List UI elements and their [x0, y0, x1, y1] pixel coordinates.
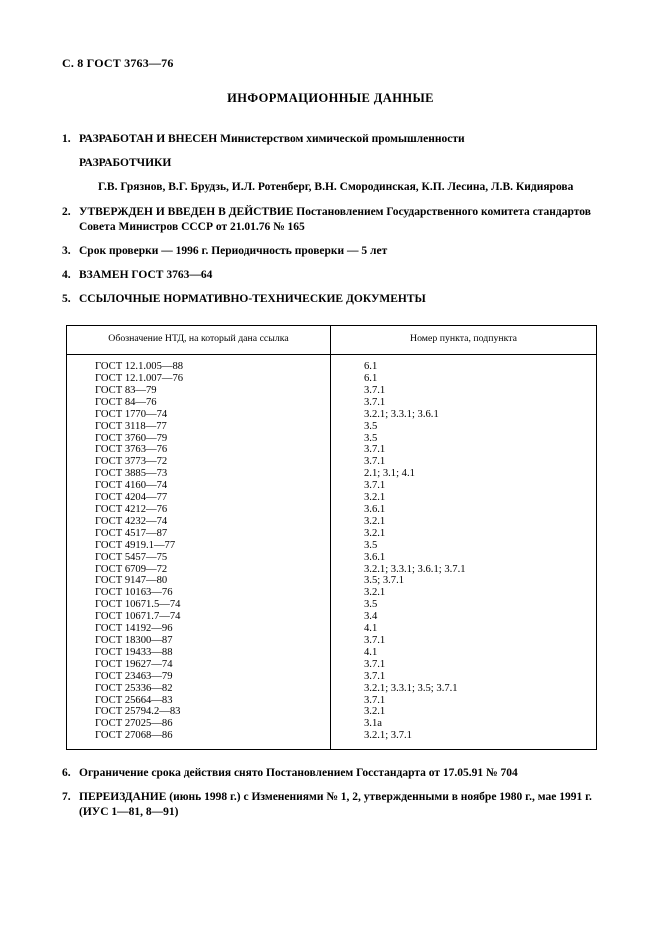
ntd-designation-cell: ГОСТ 12.1.005—88 — [67, 355, 331, 373]
item-text: ВЗАМЕН ГОСТ 3763—64 — [79, 269, 213, 282]
ntd-designation-cell: ГОСТ 10671.7—74 — [67, 611, 331, 623]
ntd-designation-cell: ГОСТ 3773—72 — [67, 456, 331, 468]
punkt-number-cell: 3.1а — [331, 718, 597, 730]
ntd-designation-cell: ГОСТ 12.1.007—76 — [67, 373, 331, 385]
ntd-designation-cell: ГОСТ 84—76 — [67, 397, 331, 409]
table-row — [67, 552, 597, 564]
ntd-designation-cell: ГОСТ 3118—77 — [67, 421, 331, 433]
punkt-number-cell: 3.7.1 — [331, 480, 597, 492]
item-text: Ограничение срока действия снято Постановлением Госстандарта от 17.05.91 № 704 — [79, 767, 518, 780]
table-row — [67, 528, 597, 540]
punkt-number-cell: 3.5 — [331, 599, 597, 611]
table-row — [67, 468, 597, 480]
punkt-number-cell: 3.7.1 — [331, 659, 597, 671]
table-row — [67, 480, 597, 492]
ntd-designation-cell: ГОСТ 83—79 — [67, 385, 331, 397]
punkt-number-cell: 3.7.1 — [331, 385, 597, 397]
punkt-number-cell: 3.7.1 — [331, 635, 597, 647]
punkt-number-cell: 3.6.1 — [331, 552, 597, 564]
ntd-designation-cell: ГОСТ 10671.5—74 — [67, 599, 331, 611]
item-text: ССЫЛОЧНЫЕ НОРМАТИВНО-ТЕХНИЧЕСКИЕ ДОКУМЕНТЫ — [79, 293, 426, 306]
table-row — [67, 647, 597, 659]
table-row — [67, 718, 597, 730]
item-text: Срок проверки — 1996 г. Периодичность проверки — 5 лет — [79, 244, 388, 257]
table-row — [67, 373, 597, 385]
punkt-number-cell: 3.7.1 — [331, 695, 597, 707]
page-running-head: С. 8 ГОСТ 3763—76 — [62, 56, 174, 70]
ntd-designation-cell: ГОСТ 4919.1—77 — [67, 540, 331, 552]
punkt-number-cell: 3.4 — [331, 611, 597, 623]
ntd-designation-cell: ГОСТ 18300—87 — [67, 635, 331, 647]
ntd-designation-cell: ГОСТ 10163—76 — [67, 587, 331, 599]
table-header-row — [67, 326, 597, 355]
ntd-designation-cell: ГОСТ 14192—96 — [67, 623, 331, 635]
punkt-number-cell: 4.1 — [331, 623, 597, 635]
punkt-number-cell: 3.5 — [331, 433, 597, 445]
table-row — [67, 564, 597, 576]
table-row — [67, 695, 597, 707]
table-row — [67, 385, 597, 397]
ntd-designation-cell: ГОСТ 5457—75 — [67, 552, 331, 564]
list-item-2 — [62, 205, 599, 235]
ntd-designation-cell: ГОСТ 1770—74 — [67, 409, 331, 421]
punkt-number-cell: 3.7.1 — [331, 671, 597, 683]
punkt-number-cell: 3.5 — [331, 540, 597, 552]
punkt-number-cell: 3.5 — [331, 421, 597, 433]
table-row — [67, 671, 597, 683]
item-number: 2. — [62, 205, 71, 218]
punkt-number-cell: 2.1; 3.1; 4.1 — [331, 468, 597, 480]
table-row — [67, 706, 597, 718]
ntd-designation-cell: ГОСТ 3763—76 — [67, 444, 331, 456]
item-number: 5. — [62, 293, 71, 306]
ntd-designation-cell: ГОСТ 4517—87 — [67, 528, 331, 540]
ntd-designation-cell: ГОСТ 4160—74 — [67, 480, 331, 492]
table-header-ntd-designation: Обозначение НТД, на который дана ссылка — [67, 326, 331, 355]
punkt-number-cell: 3.5; 3.7.1 — [331, 575, 597, 587]
ntd-designation-cell: ГОСТ 25336—82 — [67, 683, 331, 695]
table-row — [67, 611, 597, 623]
item-text: РАЗРАБОТАН И ВНЕСЕН Министерством химической промышленности — [79, 133, 465, 145]
table-row — [67, 540, 597, 552]
item-number: 6. — [62, 767, 71, 780]
punkt-number-cell: 3.7.1 — [331, 397, 597, 409]
punkt-number-cell: 3.2.1 — [331, 528, 597, 540]
ntd-designation-cell: ГОСТ 4232—74 — [67, 516, 331, 528]
table-row — [67, 504, 597, 516]
punkt-number-cell: 3.2.1 — [331, 706, 597, 718]
item-number: 1. — [62, 133, 71, 145]
list-item-5 — [62, 292, 599, 307]
table-row — [67, 355, 597, 373]
item-number: 3. — [62, 244, 71, 257]
page-title: ИНФОРМАЦИОННЫЕ ДАННЫЕ — [227, 91, 434, 105]
punkt-number-cell: 3.2.1; 3.3.1; 3.6.1; 3.7.1 — [331, 564, 597, 576]
item-text: ПЕРЕИЗДАНИЕ (июнь 1998 г.) с Изменениями № 1, 2, утвержденными в ноябре 1980 г., мае 1991 г. (ИУС 1—81, 8—91) — [79, 791, 592, 819]
table-row — [67, 433, 597, 445]
ntd-designation-cell: ГОСТ 27068—86 — [67, 730, 331, 749]
table-row — [67, 397, 597, 409]
list-item-7 — [62, 790, 599, 820]
ntd-designation-cell: ГОСТ 6709—72 — [67, 564, 331, 576]
punkt-number-cell: 6.1 — [331, 355, 597, 373]
ntd-designation-cell: ГОСТ 25794.2—83 — [67, 706, 331, 718]
developers-names: Г.В. Грязнов, В.Г. Брудзь, И.Л. Ротенберг, В.Н. Смородинская, К.П. Лесина, Л.В. Кидиярова — [98, 181, 574, 194]
ntd-designation-cell: ГОСТ 9147—80 — [67, 575, 331, 587]
ntd-designation-cell: ГОСТ 3885—73 — [67, 468, 331, 480]
punkt-number-cell: 3.2.1 — [331, 516, 597, 528]
table-header-punkt-number: Номер пункта, подпункта — [331, 326, 597, 355]
punkt-number-cell: 3.6.1 — [331, 504, 597, 516]
item-number: 7. — [62, 791, 71, 804]
ntd-designation-cell: ГОСТ 27025—86 — [67, 718, 331, 730]
item-number: 4. — [62, 269, 71, 282]
ntd-reference-table — [66, 325, 597, 750]
table-row — [67, 456, 597, 468]
ntd-designation-cell: ГОСТ 4212—76 — [67, 504, 331, 516]
item-text: УТВЕРЖДЕН И ВВЕДЕН В ДЕЙСТВИЕ Постановлением Государственного комитета стандартов Совета Министров СССР от 21.01.76 № 165 — [79, 205, 591, 233]
table-row — [67, 492, 597, 504]
table-row — [67, 635, 597, 647]
list-item-6 — [62, 766, 599, 781]
punkt-number-cell: 3.7.1 — [331, 456, 597, 468]
ntd-designation-cell: ГОСТ 4204—77 — [67, 492, 331, 504]
punkt-number-cell: 3.7.1 — [331, 444, 597, 456]
table-row — [67, 421, 597, 433]
table-row — [67, 683, 597, 695]
table-row — [67, 623, 597, 635]
punkt-number-cell: 4.1 — [331, 647, 597, 659]
punkt-number-cell: 3.2.1; 3.7.1 — [331, 730, 597, 749]
punkt-number-cell: 3.2.1 — [331, 587, 597, 599]
punkt-number-cell: 3.2.1; 3.3.1; 3.5; 3.7.1 — [331, 683, 597, 695]
list-item-4 — [62, 268, 599, 283]
table-row — [67, 730, 597, 749]
punkt-number-cell: 3.2.1 — [331, 492, 597, 504]
table-row — [67, 587, 597, 599]
punkt-number-cell: 3.2.1; 3.3.1; 3.6.1 — [331, 409, 597, 421]
list-item-1 — [62, 132, 599, 147]
table-row — [67, 575, 597, 587]
ntd-designation-cell: ГОСТ 19627—74 — [67, 659, 331, 671]
punkt-number-cell: 6.1 — [331, 373, 597, 385]
table-row — [67, 444, 597, 456]
table-row — [67, 599, 597, 611]
developers-heading: РАЗРАБОТЧИКИ — [79, 157, 172, 170]
ntd-designation-cell: ГОСТ 25664—83 — [67, 695, 331, 707]
ntd-designation-cell: ГОСТ 23463—79 — [67, 671, 331, 683]
ntd-designation-cell: ГОСТ 19433—88 — [67, 647, 331, 659]
list-item-3 — [62, 244, 599, 259]
table-row — [67, 659, 597, 671]
ntd-table-body — [67, 355, 597, 750]
ntd-designation-cell: ГОСТ 3760—79 — [67, 433, 331, 445]
table-row — [67, 516, 597, 528]
table-row — [67, 409, 597, 421]
